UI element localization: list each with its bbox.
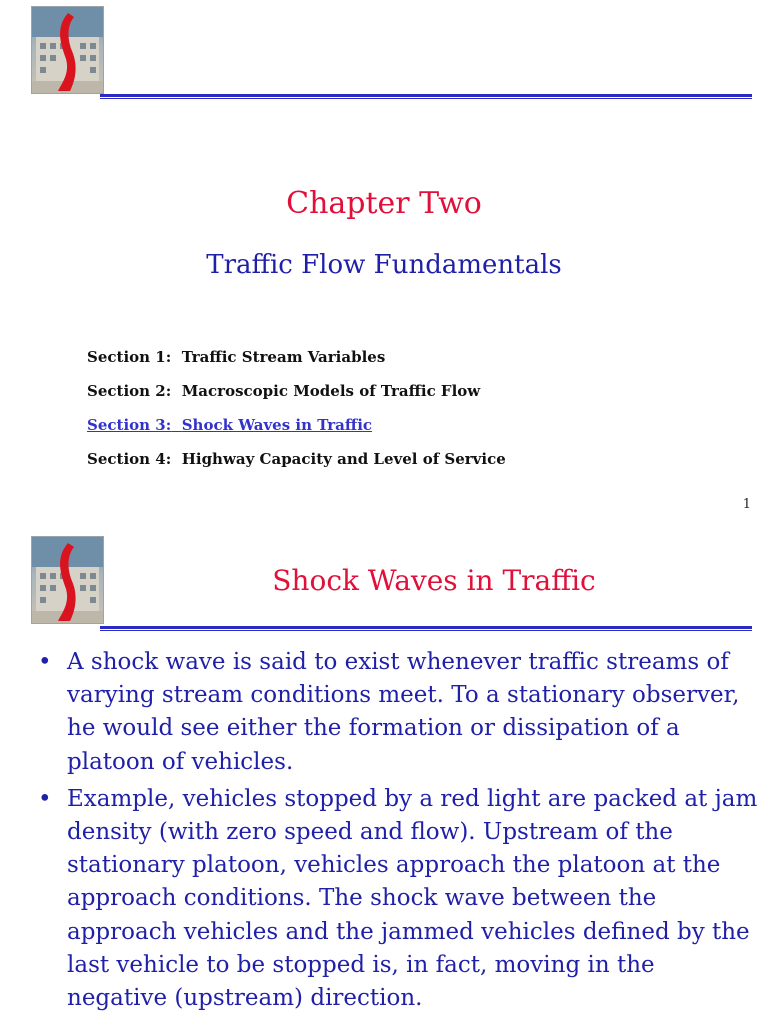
section-text[interactable]: Shock Waves in Traffic <box>181 416 373 434</box>
section-text: Highway Capacity and Level of Service <box>181 450 506 468</box>
building-logo-icon <box>31 536 104 624</box>
chapter-title: Chapter Two <box>286 186 482 221</box>
header-rule <box>100 626 752 631</box>
building-logo-icon <box>31 6 104 94</box>
header-rule <box>100 94 752 99</box>
chapter-subtitle: Traffic Flow Fundamentals <box>206 250 562 280</box>
section-list <box>87 347 506 483</box>
bullet-list <box>38 646 758 1019</box>
section-label: Section 2: <box>87 382 172 400</box>
bullet-item <box>38 783 758 1015</box>
slide-2 <box>0 528 768 1024</box>
section-label[interactable]: Section 3: <box>87 416 172 434</box>
section-item-1 <box>87 347 506 381</box>
bullet-item <box>38 646 758 779</box>
section-item-4 <box>87 449 506 483</box>
section-text: Macroscopic Models of Traffic Flow <box>181 382 481 400</box>
slide-title: Shock Waves in Traffic <box>272 564 596 597</box>
bullet-text: A shock wave is said to exist whenever traffic streams of varying stream conditions meet. To a stationary observer, he would see either the formation or dissipation of a platoon of vehicles. <box>67 649 740 775</box>
section-link-3[interactable] <box>87 415 506 449</box>
section-label: Section 1: <box>87 348 172 366</box>
bullet-dot-icon: • <box>38 785 52 812</box>
section-label: Section 4: <box>87 450 172 468</box>
bullet-dot-icon: • <box>38 649 52 675</box>
page-number: 1 <box>742 497 751 512</box>
bullet-text: Example, vehicles stopped by a red light are packed at jam density (with zero speed and flow). Upstream of the stationary platoon, vehicles approach the platoon at the approach conditions. The shock wave between the approach vehicles and the jammed vehicles defined by the last vehicle to be stopped is, in fact, moving in the negative (upstream) direction. <box>67 785 758 1012</box>
section-text: Traffic Stream Variables <box>181 348 386 366</box>
section-item-2 <box>87 381 506 415</box>
